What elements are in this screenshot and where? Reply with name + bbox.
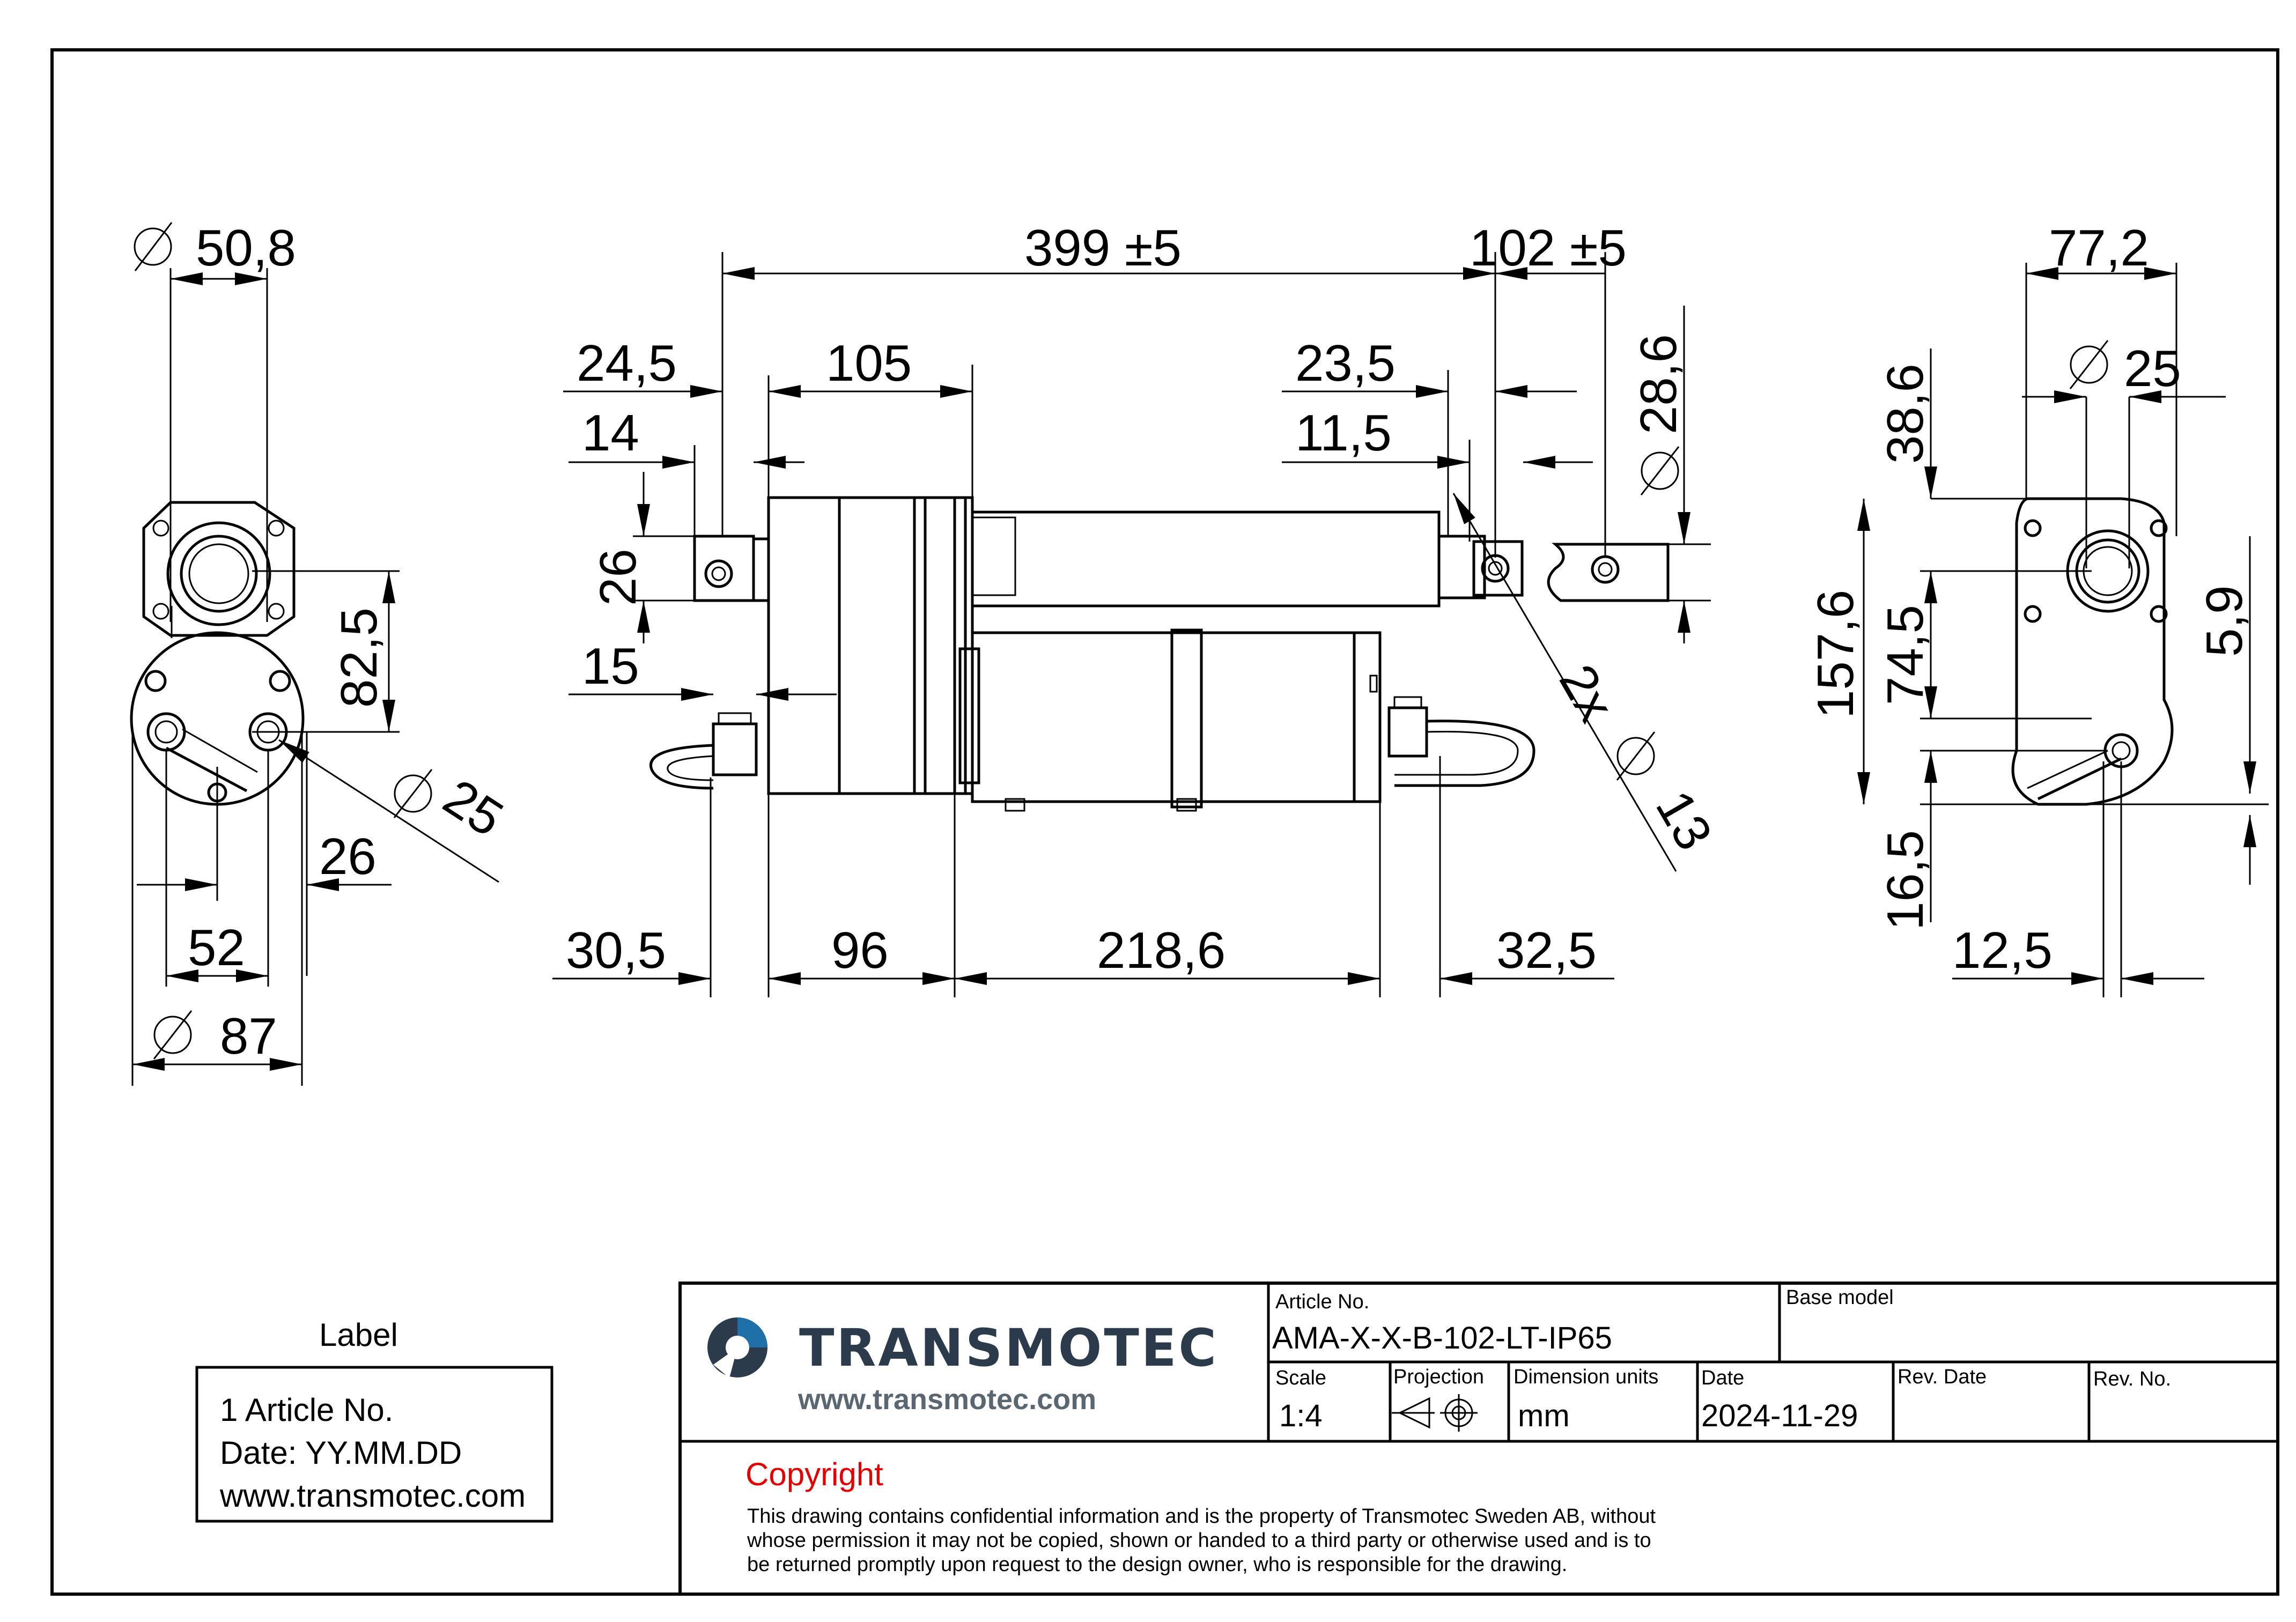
units-label: Dimension units (1514, 1366, 1659, 1388)
left-rod-boss (168, 523, 270, 625)
dim-front-32-5: 32,5 (1496, 922, 1597, 979)
dim-left-50-8: 50,8 (196, 219, 296, 277)
dim-right-74-5: 74,5 (1877, 605, 1934, 705)
dim-front-11-5: 11,5 (1295, 404, 1392, 462)
gear-housing (769, 498, 972, 794)
dim-stroke: 399 ±5 (1024, 219, 1182, 277)
front-view (552, 219, 1723, 997)
copyright-line-1: This drawing contains confidential information and is the property of Transmotec Sweden AB, without (747, 1505, 1656, 1528)
dim-front-26: 26 (589, 549, 647, 606)
units-value: mm (1518, 1398, 1570, 1433)
dim-left-25: 25 (433, 768, 513, 848)
dim-front-218-6: 218,6 (1097, 922, 1226, 979)
dim-front-24-5: 24,5 (577, 335, 677, 392)
left-view (131, 219, 513, 1086)
dim-front-105: 105 (826, 335, 912, 392)
dim-right-12-5: 12,5 (1952, 922, 2053, 979)
brand-website: www.transmotec.com (798, 1383, 1097, 1416)
label-line-3: www.transmotec.com (220, 1478, 526, 1514)
article-no-label: Article No. (1275, 1291, 1370, 1313)
dim-stroke-tol: 102 ±5 (1470, 219, 1627, 277)
label-box (197, 1317, 552, 1521)
dim-front-28-6: 28,6 (1630, 334, 1687, 434)
scale-label: Scale (1275, 1367, 1327, 1389)
dim-front-15: 15 (582, 638, 639, 695)
copyright-line-2: whose permission it may not be copied, shown or handed to a third party or otherwise used and is to (747, 1529, 1651, 1552)
title-block (680, 1283, 2278, 1594)
dim-left-87: 87 (220, 1008, 277, 1065)
date-value: 2024-11-29 (1701, 1398, 1858, 1433)
projection-symbol-icon (1392, 1394, 1478, 1432)
date-label: Date (1701, 1367, 1745, 1389)
transmotec-logo-icon (707, 1317, 767, 1378)
dim-right-16-5: 16,5 (1877, 830, 1934, 930)
dim-right-77-2: 77,2 (2049, 219, 2149, 277)
rev-no-label: Rev. No. (2093, 1368, 2172, 1390)
dim-front-hole-d: 13 (1644, 781, 1723, 860)
dim-front-30-5: 30,5 (566, 922, 666, 979)
copyright-title: Copyright (745, 1456, 883, 1492)
dim-left-82-5: 82,5 (330, 608, 388, 708)
dim-front-holes: 2x (1548, 655, 1626, 731)
rev-date-label: Rev. Date (1898, 1366, 1987, 1388)
projection-label: Projection (1393, 1366, 1484, 1388)
label-title: Label (319, 1317, 398, 1353)
label-line-2: Date: YY.MM.DD (220, 1435, 462, 1471)
dim-right-38-6: 38,6 (1877, 364, 1934, 464)
right-view (1807, 219, 2269, 997)
label-line-1: 1 Article No. (220, 1392, 394, 1428)
scale-value: 1:4 (1279, 1398, 1323, 1433)
copyright-line-3: be returned promptly upon request to the design owner, who is responsible for the drawing. (747, 1553, 1568, 1576)
inner-rod (1439, 536, 1485, 598)
base-model-label: Base model (1786, 1286, 1894, 1309)
dim-front-23-5: 23,5 (1295, 335, 1396, 392)
dim-left-26: 26 (319, 828, 376, 885)
outer-tube (972, 512, 1439, 606)
dim-right-157-6: 157,6 (1807, 589, 1864, 719)
motor-body (972, 633, 1380, 802)
dim-front-14: 14 (582, 404, 639, 462)
dim-front-96: 96 (831, 922, 889, 979)
brand-name: TRANSMOTEC (799, 1318, 1219, 1378)
dim-right-5-9: 5,9 (2196, 585, 2253, 657)
dim-left-52: 52 (188, 919, 245, 976)
article-no-value: AMA-X-X-B-102-LT-IP65 (1272, 1321, 1612, 1356)
dim-right-25: 25 (2124, 340, 2181, 397)
